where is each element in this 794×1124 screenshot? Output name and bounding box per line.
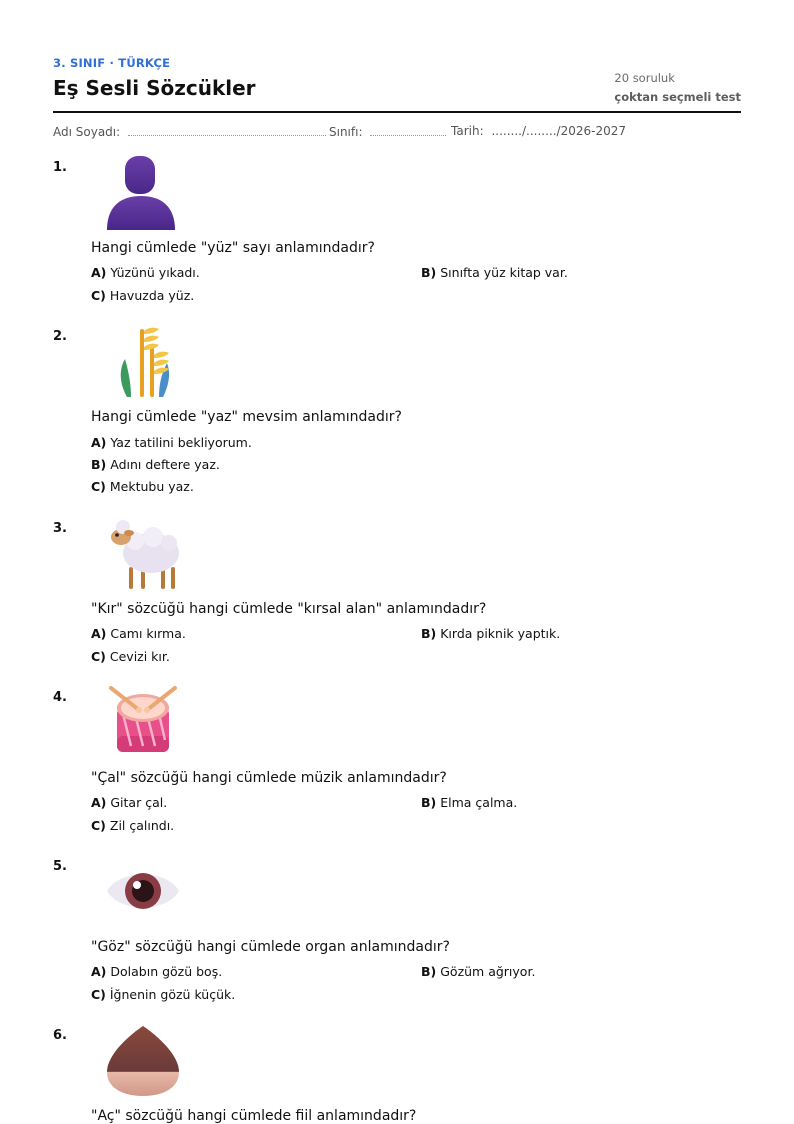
option-b[interactable] (91, 457, 220, 472)
class-label: Sınıfı: (329, 125, 363, 139)
option-letter: C) (91, 288, 106, 303)
question-text: "Kır" sözcüğü hangi cümlede "kırsal alan" anlamındadır? (91, 601, 487, 617)
option-text: Mektubu yaz. (109, 479, 194, 494)
option-letter: A) (91, 626, 107, 641)
question-number: 1. (53, 160, 67, 175)
header-divider (53, 111, 741, 113)
date-field (451, 124, 626, 138)
question-count: 20 soruluk (614, 71, 675, 85)
option-c[interactable] (91, 649, 170, 664)
option-letter: A) (91, 795, 107, 810)
option-text: İğnenin gözü küçük. (109, 987, 236, 1002)
option-letter: A) (91, 964, 107, 979)
option-letter: B) (421, 626, 437, 641)
option-c[interactable] (91, 818, 174, 833)
option-letter: C) (91, 818, 106, 833)
class-field (329, 124, 446, 139)
chestnut-icon (105, 1022, 181, 1098)
person-silhouette-icon (105, 154, 181, 230)
option-letter: C) (91, 479, 106, 494)
option-b[interactable] (421, 626, 560, 641)
option-letter: A) (91, 435, 107, 450)
page-title: Eş Sesli Sözcükler (53, 76, 256, 100)
question-number: 4. (53, 690, 67, 705)
option-c[interactable] (91, 987, 235, 1002)
option-text: Sınıfta yüz kitap var. (440, 265, 568, 280)
option-letter: A) (91, 265, 107, 280)
option-text: Gitar çal. (110, 795, 168, 810)
option-b[interactable] (421, 964, 535, 979)
subject-label: 3. SINIF · TÜRKÇE (53, 56, 171, 70)
option-a[interactable] (91, 626, 186, 641)
drum-icon (105, 684, 181, 760)
option-letter: C) (91, 649, 106, 664)
option-b[interactable] (421, 265, 568, 280)
date-value: ......../......../2026-2027 (491, 124, 626, 138)
eye-icon (105, 853, 181, 929)
option-letter: B) (421, 964, 437, 979)
option-text: Yaz tatilini bekliyorum. (110, 435, 252, 450)
worksheet-page (53, 0, 741, 1123)
question-text: Hangi cümlede "yüz" sayı anlamındadır? (91, 240, 375, 256)
name-blank (128, 124, 326, 136)
question-text: "Göz" sözcüğü hangi cümlede organ anlamındadır? (91, 939, 450, 955)
sheep-icon (105, 515, 181, 591)
date-label: Tarih: (451, 124, 484, 138)
option-b[interactable] (421, 795, 517, 810)
option-text: Adını deftere yaz. (110, 457, 220, 472)
question-text: Hangi cümlede "yaz" mevsim anlamındadır? (91, 409, 402, 425)
option-c[interactable] (91, 479, 194, 494)
class-blank (370, 124, 446, 136)
option-text: Gözüm ağrıyor. (440, 964, 536, 979)
question-number: 6. (53, 1028, 67, 1043)
option-a[interactable] (91, 265, 200, 280)
option-text: Zil çalındı. (109, 818, 175, 833)
question-number: 2. (53, 329, 67, 344)
test-type: çoktan seçmeli test (614, 90, 741, 104)
test-meta (614, 71, 741, 104)
option-text: Yüzünü yıkadı. (110, 265, 200, 280)
option-text: Elma çalma. (440, 795, 518, 810)
option-text: Kırda piknik yaptık. (440, 626, 561, 641)
option-a[interactable] (91, 435, 252, 450)
option-letter: B) (421, 795, 437, 810)
option-letter: B) (91, 457, 107, 472)
option-text: Cevizi kır. (109, 649, 170, 664)
question-text: "Aç" sözcüğü hangi cümlede fiil anlamındadır? (91, 1108, 417, 1124)
option-a[interactable] (91, 964, 222, 979)
wheat-sheaf-icon (105, 323, 181, 399)
question-number: 3. (53, 521, 67, 536)
option-a[interactable] (91, 795, 167, 810)
option-text: Dolabın gözü boş. (110, 964, 223, 979)
option-letter: B) (421, 265, 437, 280)
option-c[interactable] (91, 288, 194, 303)
name-field (53, 124, 326, 139)
question-number: 5. (53, 859, 67, 874)
option-text: Havuzda yüz. (109, 288, 195, 303)
question-text: "Çal" sözcüğü hangi cümlede müzik anlamındadır? (91, 770, 447, 786)
name-label: Adı Soyadı: (53, 125, 121, 139)
option-text: Camı kırma. (110, 626, 186, 641)
option-letter: C) (91, 987, 106, 1002)
